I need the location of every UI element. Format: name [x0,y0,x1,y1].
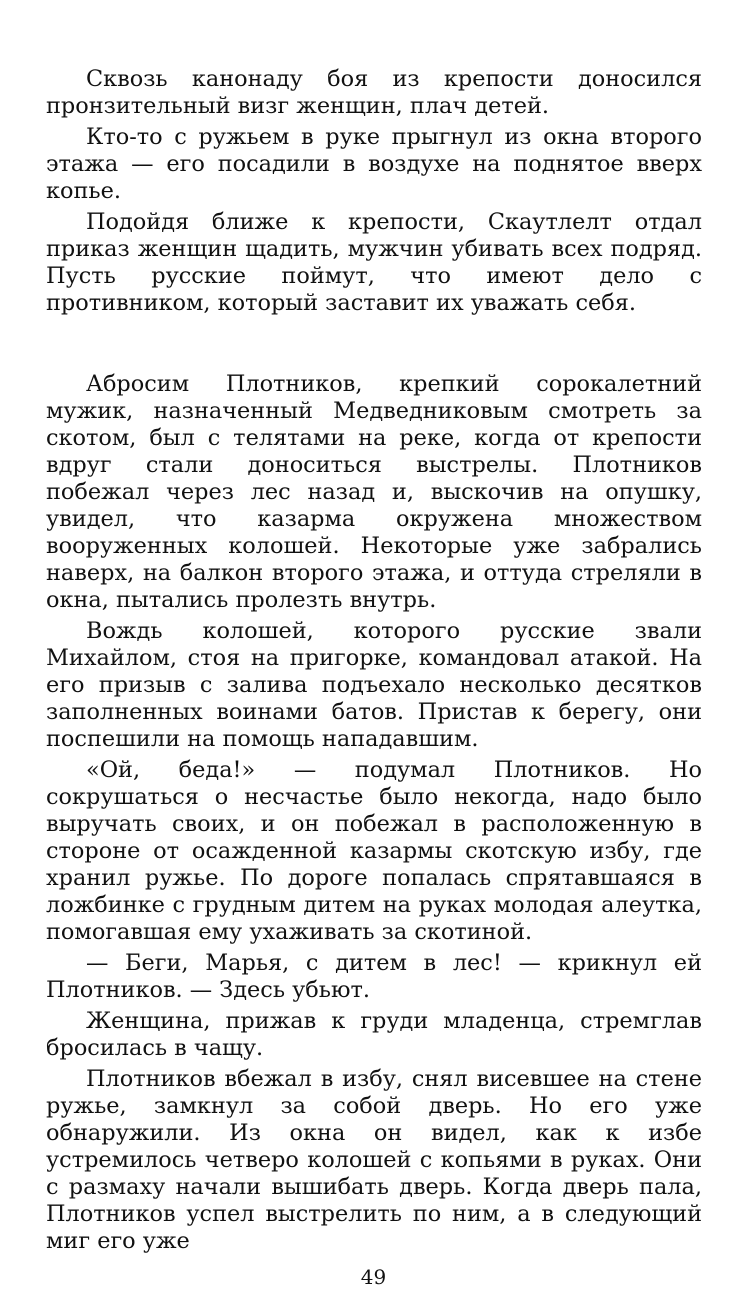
paragraph: «Ой, беда!» — подумал Плотников. Но сокрушаться о несчастье было некогда, надо было выручать своих, и он побежал в расположенную в стороне от осажденной казармы скотскую избу, где хранил ружье. По дороге попалась спрятавшаяся в ложбинке с грудным дитем на руках молодая алеутка, помогавшая ему ухаживать за скотиной. [46,757,702,945]
paragraph: — Беги, Марья, с дитем в лес! — крикнул ей Плотников. — Здесь убьют. [46,950,702,1003]
page-number: 49 [360,1265,387,1289]
paragraph: Сквозь канонаду боя из крепости доносился пронзительный визг женщин, плач детей. [46,66,702,119]
text-section-2 [46,371,702,1255]
paragraph: Абросим Плотников, крепкий сорокалетний мужик, назначенный Медведниковым смотреть за скотом, был с телятами на реке, когда от крепости вдруг стали доноситься выстрелы. Плотников побежал через лес назад и, выскочив на опушку, увидел, что казарма окружена множеством вооруженных колошей. Некоторые уже забрались наверх, на балкон второго этажа, и оттуда стреляли в окна, пытались пролезть внутрь. [46,371,702,613]
page-body [46,66,702,1259]
text-section-1 [46,66,702,317]
paragraph: Плотников вбежал в избу, снял висевшее на стене ружье, замкнул за собой дверь. Но его уже обнаружили. Из окна он видел, как к избе устремилось четверо колошей с копьями в руках. Они с размаху начали вышибать дверь. Когда дверь пала, Плотников успел выстрелить по ним, а в следующий миг его уже [46,1066,702,1254]
paragraph: Подойдя ближе к крепости, Скаутлелт отдал приказ женщин щадить, мужчин убивать всех подряд. Пусть русские поймут, что имеют дело с противником, который заставит их уважать себя. [46,209,702,316]
paragraph: Кто-то с ружьем в руке прыгнул из окна второго этажа — его посадили в воздухе на поднятое вверх копье. [46,124,702,204]
paragraph: Вождь колошей, которого русские звали Михайлом, стоя на пригорке, командовал атакой. На его призыв с залива подъехало несколько десятков заполненных воинами батов. Пристав к берегу, они поспешили на помощь нападавшим. [46,618,702,752]
paragraph: Женщина, прижав к груди младенца, стремглав бросилась в чащу. [46,1008,702,1061]
